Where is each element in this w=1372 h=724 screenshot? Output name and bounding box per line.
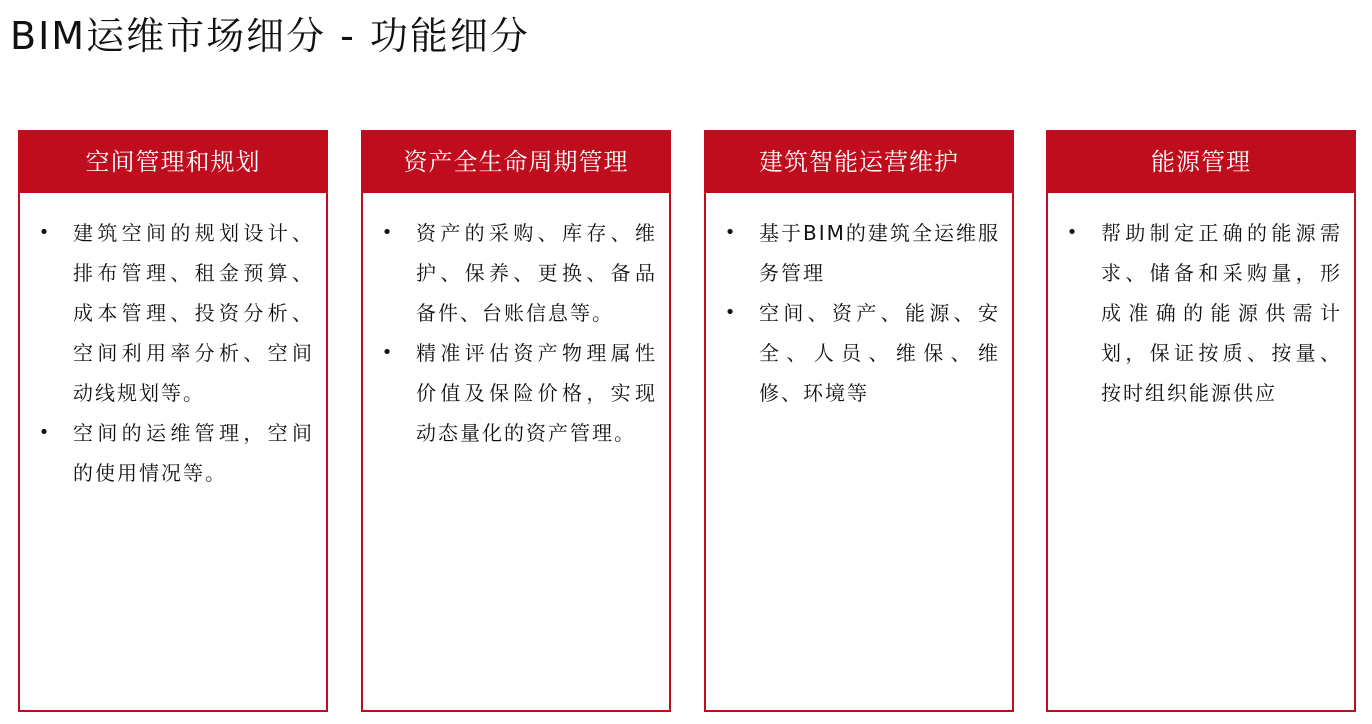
bullet-icon: •	[38, 222, 50, 243]
list-item	[20, 213, 314, 413]
segment-card-asset-lifecycle	[361, 130, 671, 712]
list-item-text: 建筑空间的规划设计、排布管理、租金预算、成本管理、投资分析、空间利用率分析、空间动线规划等。	[73, 221, 314, 405]
list-item	[706, 213, 1000, 293]
segment-card-smart-operations	[704, 130, 1014, 712]
list-item-text: 空间的运维管理，空间的使用情况等。	[73, 421, 314, 485]
list-item	[706, 293, 1000, 413]
list-item-text: 帮助制定正确的能源需求、储备和采购量，形成准确的能源供需计划，保证按质、按量、按时组织能源供应	[1101, 221, 1342, 405]
card-bullet-list	[363, 193, 669, 453]
bullet-icon: •	[38, 422, 50, 443]
list-item	[1048, 213, 1342, 413]
bullet-icon: •	[724, 222, 736, 243]
segment-card-space-management	[18, 130, 328, 712]
page-title: BIM运维市场细分 - 功能细分	[10, 14, 530, 58]
bullet-icon: •	[381, 222, 393, 243]
list-item-text: 空间、资产、能源、安全、人员、维保、维修、环境等	[759, 301, 1000, 405]
list-item-text: 基于BIM的建筑全运维服务管理	[759, 221, 1000, 285]
card-header: 建筑智能运营维护	[706, 132, 1012, 193]
card-header: 能源管理	[1048, 132, 1354, 193]
list-item	[20, 413, 314, 493]
list-item	[363, 333, 657, 453]
bullet-icon: •	[724, 302, 736, 323]
card-header: 资产全生命周期管理	[363, 132, 669, 193]
segment-card-energy-management	[1046, 130, 1356, 712]
bullet-icon: •	[381, 342, 393, 363]
card-bullet-list	[706, 193, 1012, 413]
card-header: 空间管理和规划	[20, 132, 326, 193]
card-bullet-list	[20, 193, 326, 493]
list-item-text: 精准评估资产物理属性价值及保险价格，实现动态量化的资产管理。	[416, 341, 657, 445]
list-item-text: 资产的采购、库存、维护、保养、更换、备品备件、台账信息等。	[416, 221, 657, 325]
list-item	[363, 213, 657, 333]
card-bullet-list	[1048, 193, 1354, 413]
bullet-icon: •	[1066, 222, 1078, 243]
